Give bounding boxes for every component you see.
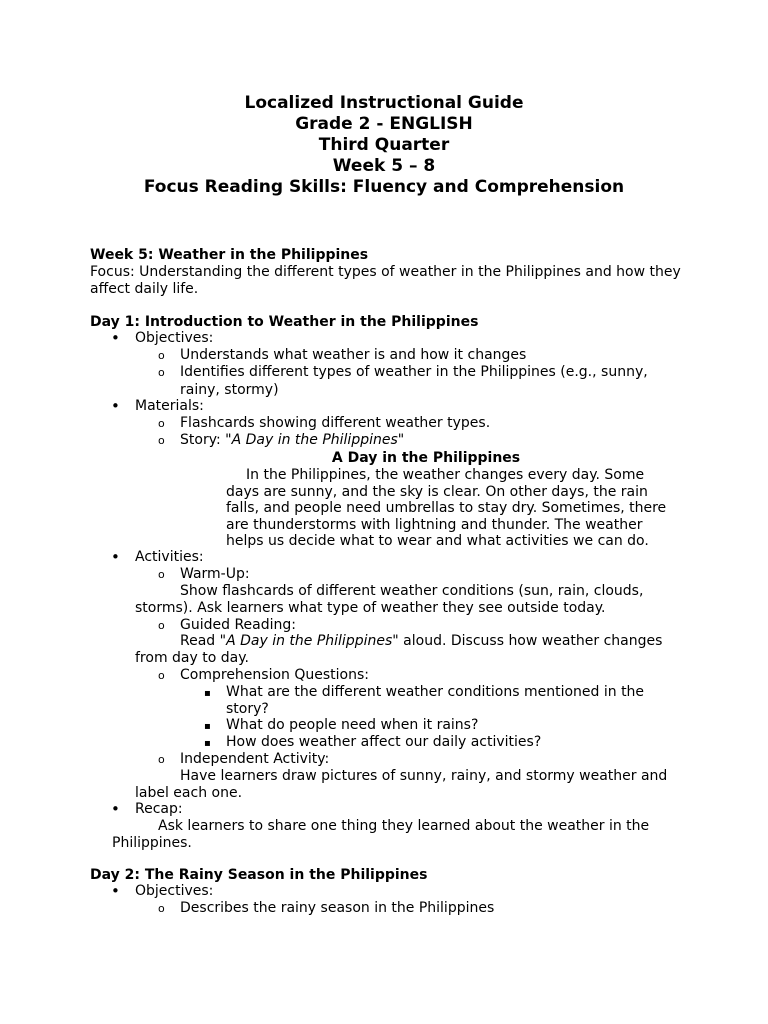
story-paragraph-line: days are sunny, and the sky is clear. On other days, the rain xyxy=(226,484,648,500)
guided-prefix: Read " xyxy=(180,633,227,649)
bullet-glyph: • xyxy=(111,882,120,900)
grade-line: Grade 2 - ENGLISH xyxy=(295,114,473,134)
story-title: A Day in the Philippines xyxy=(331,450,521,466)
guided-reading-label: Guided Reading: xyxy=(180,617,296,633)
recap-label: Recap: xyxy=(135,801,183,817)
warmup-label: Warm-Up: xyxy=(180,566,250,582)
story-paragraph-line: helps us decide what to wear and what activities we can do. xyxy=(226,533,649,549)
sub-bullet-glyph: o xyxy=(158,417,165,430)
objectives-label: Objectives: xyxy=(135,330,214,346)
sub-bullet-glyph: o xyxy=(158,902,165,915)
story-paragraph-line: In the Philippines, the weather changes every day. Some xyxy=(246,467,645,483)
objective-item: Understands what weather is and how it changes xyxy=(180,347,527,363)
week5-focus-line: Focus: Understanding the different types of weather in the Philippines and how they xyxy=(90,264,681,280)
square-bullet-glyph: ▪ xyxy=(204,738,211,749)
sub-bullet-glyph: o xyxy=(158,619,165,632)
warmup-text: storms). Ask learners what type of weather they see outside today. xyxy=(135,600,606,616)
material-item: Flashcards showing different weather types. xyxy=(180,415,491,431)
materials-label: Materials: xyxy=(135,398,204,414)
story-reference: A Day in the Philippines xyxy=(231,432,398,448)
objectives-label: Objectives: xyxy=(135,883,214,899)
document-title-block xyxy=(0,93,768,198)
comprehension-label: Comprehension Questions: xyxy=(180,667,369,683)
sub-bullet-glyph: o xyxy=(158,366,165,379)
week5-focus-line: affect daily life. xyxy=(90,281,199,297)
story-paragraph-line: falls, and people need umbrellas to stay dry. Sometimes, there xyxy=(226,500,667,516)
bullet-glyph: • xyxy=(111,548,120,566)
story-suffix: " xyxy=(397,432,405,448)
independent-activity-text: label each one. xyxy=(135,785,243,801)
warmup-text: Show flashcards of different weather conditions (sun, rain, clouds, xyxy=(180,583,644,599)
square-bullet-glyph: ▪ xyxy=(204,721,211,732)
objective-item: Describes the rainy season in the Philippines xyxy=(180,900,495,916)
bullet-glyph: • xyxy=(111,329,120,347)
sub-bullet-glyph: o xyxy=(158,669,165,682)
bullet-glyph: • xyxy=(111,800,120,818)
question-item: What do people need when it rains? xyxy=(226,717,479,733)
question-item-continued: story? xyxy=(226,701,269,717)
objective-item: Identifies different types of weather in the Philippines (e.g., sunny, xyxy=(180,364,648,380)
weeks-line: Week 5 – 8 xyxy=(332,156,436,176)
sub-bullet-glyph: o xyxy=(158,753,165,766)
focus-skills-line: Focus Reading Skills: Fluency and Comprehension xyxy=(143,177,625,197)
day1-heading: Day 1: Introduction to Weather in the Philippines xyxy=(90,314,479,330)
recap-text: Philippines. xyxy=(112,835,192,851)
sub-bullet-glyph: o xyxy=(158,434,165,447)
independent-activity-text: Have learners draw pictures of sunny, rainy, and stormy weather and xyxy=(180,768,668,784)
day2-heading: Day 2: The Rainy Season in the Philippines xyxy=(90,867,428,883)
story-reference: A Day in the Philippines xyxy=(226,633,393,649)
recap-text: Ask learners to share one thing they learned about the weather in the xyxy=(158,818,650,834)
guided-reading-text: from day to day. xyxy=(135,650,249,666)
quarter-line: Third Quarter xyxy=(318,135,450,155)
title-line: Localized Instructional Guide xyxy=(244,93,524,113)
activities-label: Activities: xyxy=(135,549,204,565)
question-item: How does weather affect our daily activities? xyxy=(226,734,542,750)
week5-heading: Week 5: Weather in the Philippines xyxy=(90,247,369,263)
sub-bullet-glyph: o xyxy=(158,568,165,581)
objective-item-continued: rainy, stormy) xyxy=(180,382,279,398)
square-bullet-glyph: ▪ xyxy=(204,688,211,699)
sub-bullet-glyph: o xyxy=(158,349,165,362)
guided-reading-text xyxy=(180,633,662,650)
material-item xyxy=(180,432,404,449)
question-item: What are the different weather conditions mentioned in the xyxy=(226,684,645,700)
guided-suffix: " aloud. Discuss how weather changes xyxy=(392,633,663,649)
story-paragraph-line: are thunderstorms with lightning and thunder. The weather xyxy=(226,517,643,533)
bullet-glyph: • xyxy=(111,397,120,415)
independent-activity-label: Independent Activity: xyxy=(180,751,330,767)
story-prefix: Story: " xyxy=(180,432,232,448)
